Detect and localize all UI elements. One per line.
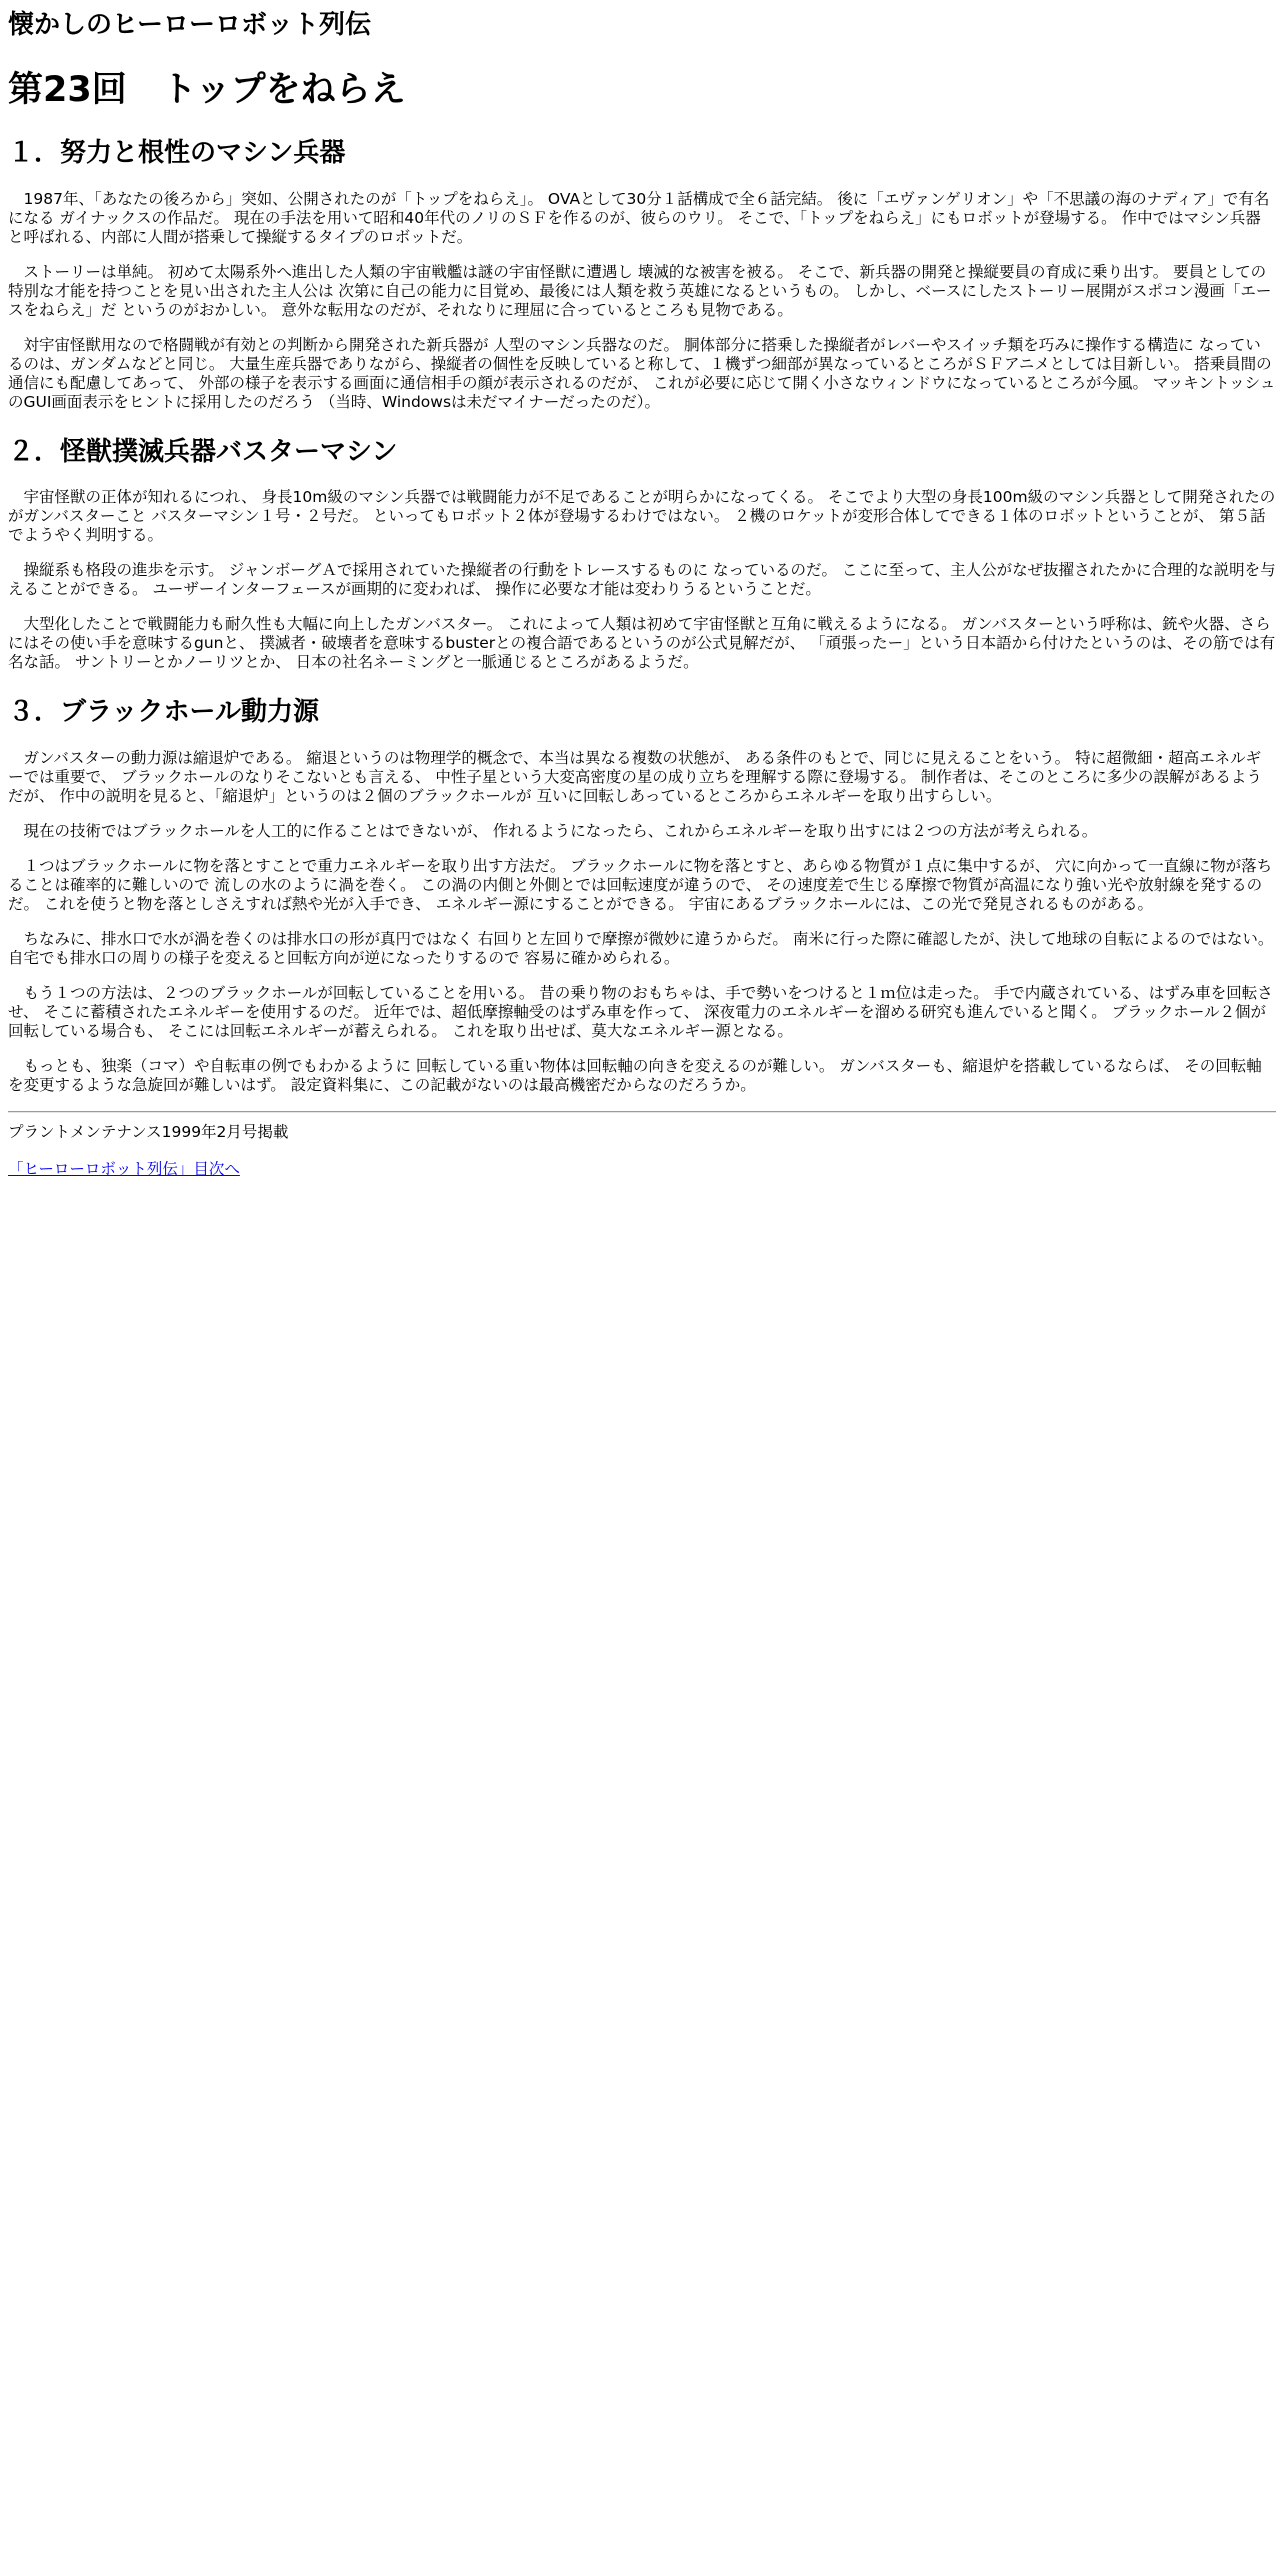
paragraph: 対宇宙怪獣用なので格闘戦が有効との判断から開発された新兵器が 人型のマシン兵器なのだ。 胴体部分に搭乗した操縦者がレバーやスイッチ類を巧みに操作する構造に なっているのは、ガンダムなどと同じ。 大量生産兵器でありながら、操縦者の個性を反映していると称して、１機ずつ細部が異なっているところがＳＦアニメとしては目新しい。 搭乗員間の通信にも配慮してあって、 外部の様子を表示する画面に通信相手の顔が表示されるのだが、 これが必要に応じて開く小さなウィンドウになっているところが今風。 マッキントッシュのGUI画面表示をヒントに採用したのだろう （当時、Windowsは未だマイナーだったのだ）。 [8,335,1276,411]
back-to-index-link[interactable]: 「ヒーローロボット列伝」目次へ [8,1159,240,1178]
section-2 [8,436,1276,673]
section-1 [8,137,1276,412]
section-heading: ２．怪獣撲滅兵器バスターマシン [8,436,398,467]
paragraph: 大型化したことで戦闘能力も耐久性も大幅に向上したガンバスター。 これによって人類は初めて宇宙怪獣と互角に戦えるようになる。 ガンバスターという呼称は、銃や火器、さらにはその使い手を意味するgunと、 撲滅者・破壊者を意味するbusterとの複合語であるというのが公式見解だが、 「頑張ったー」という日本語から付けたというのは、その筋では有名な話。 サントリーとかノーリツとか、 日本の社名ネーミングと一脈通じるところがあるようだ。 [8,615,1276,672]
paragraph: 1987年、「あなたの後ろから」突如、公開されたのが「トップをねらえ」。 OVAとして30分１話構成で全６話完結。 後に「エヴァンゲリオン」や「不思議の海のナディア」で有名になる ガイナックスの作品だ。 現在の手法を用いて昭和40年代のノリのＳＦを作るのが、彼らのウリ。 そこで、「トップをねらえ」にもロボットが登場する。 作中ではマシン兵器と呼ばれる、内部に人間が搭乗して操縦するタイプのロボットだ。 [8,189,1270,246]
paragraph: もう１つの方法は、２つのブラックホールが回転していることを用いる。 昔の乗り物のおもちゃは、手で勢いをつけると１ｍ位は走った。 手で内蔵されている、はずみ車を回転させ、 そこに蓄積されたエネルギーを使用するのだ。 近年では、超低摩擦軸受のはずみ車を作って、 深夜電力のエネルギーを溜める研究も進んでいると聞く。 ブラックホール２個が回転している場合も、 そこには回転エネルギーが蓄えられる。 これを取り出せば、莫大なエネルギー源となる。 [8,983,1273,1040]
paragraph: もっとも、独楽（コマ）や自転車の例でもわかるように 回転している重い物体は回転軸の向きを変えるのが難しい。 ガンバスターも、縮退炉を搭載しているならば、 その回転軸を変更するような急旋回が難しいはず。 設定資料集に、この記載がないのは最高機密だからなのだろうか。 [8,1056,1262,1094]
paragraph: ストーリーは単純。 初めて太陽系外へ進出した人類の宇宙戦艦は謎の宇宙怪獣に遭遇し 壊滅的な被害を被る。 そこで、新兵器の開発と操縦要員の育成に乗り出す。 要員としての特別な才能を持つことを見い出された主人公は 次第に自己の能力に目覚め、最後には人類を救う英雄になるというもの。 しかし、ベースにしたストーリー展開がスポコン漫画「エースをねらえ」だ というのがおかしい。 意外な転用なのだが、それなりに理屈に合っているところも見物である。 [8,262,1272,319]
paragraph: １つはブラックホールに物を落とすことで重力エネルギーを取り出す方法だ。 ブラックホールに物を落とすと、あらゆる物質が１点に集中するが、 穴に向かって一直線に物が落ちることは確率的に難しいので 流しの水のように渦を巻く。 この渦の内側と外側とでは回転速度が違うので、 その速度差で生じる摩擦で物質が高温になり強い光や放射線を発するのだ。 これを使うと物を落としさえすれば熱や光が入手でき、 エネルギー源にすることができる。 宇宙にあるブラックホールには、この光で発見されるものがある。 [8,856,1273,913]
section-heading: ３．ブラックホール動力源 [8,697,319,728]
episode-title: 第23回 トップをねらえ [8,70,406,111]
paragraph: ガンバスターの動力源は縮退炉である。 縮退というのは物理学的概念で、本当は異なる複数の状態が、 ある条件のもとで、同じに見えることをいう。 特に超微細・超高エネルギーでは重要で、 ブラックホールのなりそこないとも言える、 中性子星という大変高密度の星の成り立ちを理解する際に登場する。 制作者は、そこのところに多少の誤解があるようだが、 作中の説明を見ると、「縮退炉」というのは２個のブラックホールが 互いに回転しあっているところからエネルギーを取り出すらしい。 [8,748,1262,805]
site-title: 懐かしのヒーローロボット列伝 [8,10,371,40]
page [0,0,1284,1179]
paragraph: 宇宙怪獣の正体が知れるにつれ、 身長10m級のマシン兵器では戦闘能力が不足であることが明らかになってくる。 そこでより大型の身長100m級のマシン兵器として開発されたのがガンバスターこと バスターマシン１号・２号だ。 といってもロボット２体が登場するわけではない。 ２機のロケットが変形合体してできる１体のロボットということが、 第５話でようやく判明する。 [8,488,1276,545]
paragraph: 現在の技術ではブラックホールを人工的に作ることはできないが、 作れるようになったら、これからエネルギーを取り出すには２つの方法が考えられる。 [23,821,1098,840]
divider [8,1111,1276,1113]
section-heading: １．努力と根性のマシン兵器 [8,138,346,169]
section-3 [8,696,1276,1095]
paragraph: ちなみに、排水口で水が渦を巻くのは排水口の形が真円ではなく 右回りと左回りで摩擦が微妙に違うからだ。 南米に行った際に確認したが、決して地球の自転によるのではない。 自宅でも排水口の周りの様子を変えると回転方向が逆になったりするので 容易に確かめられる。 [8,929,1274,967]
publication-note: プラントメンテナンス1999年2月号掲載 [8,1122,289,1141]
paragraph: 操縦系も格段の進歩を示す。 ジャンボーグＡで採用されていた操縦者の行動をトレースするものに なっているのだ。 ここに至って、主人公がなぜ抜擢されたかに合理的な説明を与えることができる。 ユーザーインターフェースが画期的に変われば、 操作に必要な才能は変わりうるということだ。 [8,561,1276,599]
